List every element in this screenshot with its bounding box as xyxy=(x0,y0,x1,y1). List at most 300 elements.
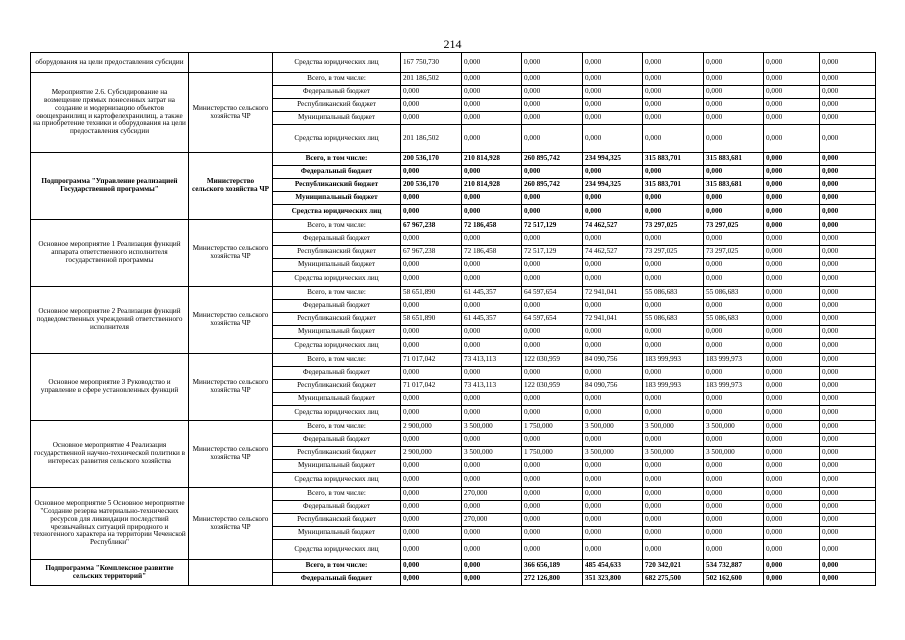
value-cell: 0,000 xyxy=(643,192,704,205)
value-cell: 61 445,357 xyxy=(462,313,522,326)
value-cell: 0,000 xyxy=(704,53,764,73)
value-cell: 0,000 xyxy=(522,259,583,272)
value-cell: 234 994,325 xyxy=(583,153,643,166)
value-cell: 0,000 xyxy=(401,560,462,573)
value-cell: 0,000 xyxy=(462,434,522,447)
event-cell: Подпрограмма "Комплексное развитие сельских территорий" xyxy=(31,560,189,586)
value-cell: 0,000 xyxy=(643,53,704,73)
value-cell: 234 994,325 xyxy=(583,179,643,192)
value-cell: 0,000 xyxy=(522,112,583,125)
value-cell: 0,000 xyxy=(643,99,704,112)
value-cell: 0,000 xyxy=(764,560,820,573)
value-cell: 270,000 xyxy=(462,514,522,527)
value-cell: 366 656,189 xyxy=(522,560,583,573)
value-cell: 0,000 xyxy=(764,205,820,220)
value-cell: 315 883,701 xyxy=(643,153,704,166)
funding-source-cell: Средства юридических лиц xyxy=(273,272,401,287)
value-cell: 0,000 xyxy=(462,166,522,179)
value-cell: 0,000 xyxy=(643,125,704,153)
value-cell: 0,000 xyxy=(764,99,820,112)
value-cell: 167 750,730 xyxy=(401,53,462,73)
value-cell: 0,000 xyxy=(522,192,583,205)
value-cell: 0,000 xyxy=(820,86,876,99)
value-cell: 0,000 xyxy=(462,339,522,354)
value-cell: 0,000 xyxy=(401,339,462,354)
value-cell: 0,000 xyxy=(522,53,583,73)
value-cell: 0,000 xyxy=(764,421,820,434)
value-cell: 0,000 xyxy=(820,501,876,514)
value-cell: 3 500,000 xyxy=(643,421,704,434)
value-cell: 0,000 xyxy=(820,488,876,501)
value-cell: 0,000 xyxy=(820,179,876,192)
value-cell: 0,000 xyxy=(764,488,820,501)
value-cell: 0,000 xyxy=(820,166,876,179)
value-cell: 0,000 xyxy=(820,339,876,354)
funding-source-cell: Средства юридических лиц xyxy=(273,473,401,488)
value-cell: 0,000 xyxy=(643,326,704,339)
value-cell: 0,000 xyxy=(462,112,522,125)
value-cell: 0,000 xyxy=(820,540,876,560)
value-cell: 0,000 xyxy=(820,380,876,393)
value-cell: 0,000 xyxy=(704,166,764,179)
value-cell: 73 297,025 xyxy=(643,220,704,233)
value-cell: 0,000 xyxy=(583,259,643,272)
value-cell: 0,000 xyxy=(704,272,764,287)
value-cell: 0,000 xyxy=(583,233,643,246)
value-cell: 0,000 xyxy=(401,166,462,179)
value-cell: 0,000 xyxy=(522,125,583,153)
value-cell: 0,000 xyxy=(820,153,876,166)
value-cell: 0,000 xyxy=(462,125,522,153)
value-cell: 210 814,928 xyxy=(462,179,522,192)
value-cell: 0,000 xyxy=(820,560,876,573)
event-cell: Основное мероприятие 2 Реализация функций подведомственных учреждений ответственного исполнителя xyxy=(31,287,189,354)
value-cell: 55 086,683 xyxy=(704,287,764,300)
executor-cell: Министерство сельского хозяйства ЧР xyxy=(189,73,273,153)
funding-source-cell: Республиканский бюджет xyxy=(273,514,401,527)
value-cell: 183 999,973 xyxy=(704,380,764,393)
executor-cell: Министерство сельского хозяйства ЧР xyxy=(189,287,273,354)
value-cell: 0,000 xyxy=(820,460,876,473)
value-cell: 0,000 xyxy=(704,99,764,112)
value-cell: 0,000 xyxy=(764,339,820,354)
value-cell: 0,000 xyxy=(820,53,876,73)
value-cell: 0,000 xyxy=(764,380,820,393)
funding-source-cell: Федеральный бюджет xyxy=(273,573,401,586)
value-cell: 0,000 xyxy=(583,540,643,560)
budget-table xyxy=(30,52,876,586)
value-cell: 682 275,500 xyxy=(643,573,704,586)
value-cell: 0,000 xyxy=(462,73,522,86)
value-cell: 0,000 xyxy=(820,205,876,220)
value-cell: 0,000 xyxy=(462,192,522,205)
value-cell: 0,000 xyxy=(820,259,876,272)
value-cell: 0,000 xyxy=(764,125,820,153)
value-cell: 0,000 xyxy=(643,460,704,473)
value-cell: 0,000 xyxy=(704,125,764,153)
value-cell: 0,000 xyxy=(522,339,583,354)
value-cell: 72 517,129 xyxy=(522,220,583,233)
value-cell: 0,000 xyxy=(583,367,643,380)
value-cell: 0,000 xyxy=(462,406,522,421)
value-cell: 0,000 xyxy=(462,573,522,586)
value-cell: 55 086,683 xyxy=(704,313,764,326)
value-cell: 0,000 xyxy=(401,406,462,421)
value-cell: 122 030,959 xyxy=(522,380,583,393)
value-cell: 183 999,993 xyxy=(643,380,704,393)
executor-cell xyxy=(189,53,273,73)
value-cell: 0,000 xyxy=(820,393,876,406)
value-cell: 485 454,633 xyxy=(583,560,643,573)
funding-source-cell: Всего, в том числе: xyxy=(273,153,401,166)
value-cell: 0,000 xyxy=(643,473,704,488)
value-cell: 0,000 xyxy=(704,259,764,272)
value-cell: 0,000 xyxy=(462,367,522,380)
value-cell: 0,000 xyxy=(522,514,583,527)
value-cell: 0,000 xyxy=(764,112,820,125)
funding-source-cell: Федеральный бюджет xyxy=(273,233,401,246)
table-row xyxy=(31,53,876,73)
funding-source-cell: Всего, в том числе: xyxy=(273,421,401,434)
value-cell: 0,000 xyxy=(583,166,643,179)
value-cell: 0,000 xyxy=(643,393,704,406)
value-cell: 58 651,890 xyxy=(401,287,462,300)
value-cell: 0,000 xyxy=(401,300,462,313)
page-number: 214 xyxy=(443,37,462,51)
value-cell: 0,000 xyxy=(643,501,704,514)
value-cell: 0,000 xyxy=(583,300,643,313)
value-cell: 0,000 xyxy=(764,287,820,300)
funding-source-cell: Муниципальный бюджет xyxy=(273,192,401,205)
value-cell: 0,000 xyxy=(820,573,876,586)
value-cell: 3 500,000 xyxy=(704,421,764,434)
budget-table-body xyxy=(31,53,876,586)
value-cell: 72 517,129 xyxy=(522,246,583,259)
value-cell: 0,000 xyxy=(704,434,764,447)
value-cell: 0,000 xyxy=(820,421,876,434)
value-cell: 0,000 xyxy=(764,233,820,246)
value-cell: 0,000 xyxy=(462,300,522,313)
funding-source-cell: Средства юридических лиц xyxy=(273,540,401,560)
value-cell: 0,000 xyxy=(401,86,462,99)
value-cell: 201 186,502 xyxy=(401,73,462,86)
funding-source-cell: Республиканский бюджет xyxy=(273,313,401,326)
value-cell: 502 162,600 xyxy=(704,573,764,586)
funding-source-cell: Средства юридических лиц xyxy=(273,339,401,354)
value-cell: 0,000 xyxy=(764,406,820,421)
table-row xyxy=(31,354,876,367)
value-cell: 270,000 xyxy=(462,488,522,501)
value-cell: 0,000 xyxy=(820,447,876,460)
value-cell: 0,000 xyxy=(462,540,522,560)
value-cell: 0,000 xyxy=(462,86,522,99)
value-cell: 0,000 xyxy=(401,514,462,527)
value-cell: 0,000 xyxy=(820,514,876,527)
value-cell: 0,000 xyxy=(764,300,820,313)
funding-source-cell: Федеральный бюджет xyxy=(273,166,401,179)
value-cell: 0,000 xyxy=(820,434,876,447)
event-cell: Мероприятие 2.6. Субсидирование на возмещение прямых понесенных затрат на создание и модернизацию объектов овощехранилищ и картофелехранилищ, а также на приобретение техники и оборудования на цели предоставления субсидии xyxy=(31,73,189,153)
value-cell: 0,000 xyxy=(401,473,462,488)
value-cell: 0,000 xyxy=(643,205,704,220)
funding-source-cell: Всего, в том числе: xyxy=(273,560,401,573)
value-cell: 0,000 xyxy=(401,326,462,339)
value-cell: 0,000 xyxy=(462,233,522,246)
value-cell: 0,000 xyxy=(764,354,820,367)
funding-source-cell: Республиканский бюджет xyxy=(273,447,401,460)
value-cell: 0,000 xyxy=(583,514,643,527)
value-cell: 183 999,993 xyxy=(643,354,704,367)
value-cell: 315 883,681 xyxy=(704,153,764,166)
executor-cell: Министерство сельского хозяйства ЧР xyxy=(189,421,273,488)
value-cell: 1 750,000 xyxy=(522,447,583,460)
value-cell: 72 941,041 xyxy=(583,287,643,300)
value-cell: 0,000 xyxy=(764,246,820,259)
value-cell: 0,000 xyxy=(643,434,704,447)
value-cell: 71 017,042 xyxy=(401,380,462,393)
value-cell: 0,000 xyxy=(704,460,764,473)
value-cell: 720 342,021 xyxy=(643,560,704,573)
value-cell: 0,000 xyxy=(764,447,820,460)
value-cell: 0,000 xyxy=(401,540,462,560)
funding-source-cell: Муниципальный бюджет xyxy=(273,326,401,339)
value-cell: 0,000 xyxy=(764,434,820,447)
value-cell: 0,000 xyxy=(522,367,583,380)
event-cell: Основное мероприятие 1 Реализация функций аппарата ответственного исполнителя государственной программы xyxy=(31,220,189,287)
event-cell: оборудования на цели предоставления субсидии xyxy=(31,53,189,73)
value-cell: 201 186,502 xyxy=(401,125,462,153)
table-row xyxy=(31,73,876,86)
value-cell: 0,000 xyxy=(820,73,876,86)
funding-source-cell: Муниципальный бюджет xyxy=(273,112,401,125)
value-cell: 122 030,959 xyxy=(522,354,583,367)
value-cell: 0,000 xyxy=(704,501,764,514)
value-cell: 0,000 xyxy=(583,205,643,220)
value-cell: 0,000 xyxy=(462,473,522,488)
value-cell: 0,000 xyxy=(522,166,583,179)
value-cell: 0,000 xyxy=(704,514,764,527)
value-cell: 0,000 xyxy=(764,540,820,560)
value-cell: 0,000 xyxy=(820,300,876,313)
value-cell: 0,000 xyxy=(704,73,764,86)
value-cell: 0,000 xyxy=(522,473,583,488)
value-cell: 0,000 xyxy=(643,406,704,421)
table-row xyxy=(31,560,876,573)
value-cell: 0,000 xyxy=(583,473,643,488)
value-cell: 2 900,000 xyxy=(401,421,462,434)
value-cell: 0,000 xyxy=(643,259,704,272)
value-cell: 0,000 xyxy=(643,166,704,179)
value-cell: 2 900,000 xyxy=(401,447,462,460)
value-cell: 58 651,890 xyxy=(401,313,462,326)
value-cell: 0,000 xyxy=(522,460,583,473)
value-cell: 3 500,000 xyxy=(643,447,704,460)
value-cell: 0,000 xyxy=(583,73,643,86)
table-row xyxy=(31,153,876,166)
value-cell: 0,000 xyxy=(643,514,704,527)
value-cell: 0,000 xyxy=(401,233,462,246)
value-cell: 73 413,113 xyxy=(462,354,522,367)
value-cell: 210 814,928 xyxy=(462,153,522,166)
value-cell: 0,000 xyxy=(401,527,462,540)
value-cell: 3 500,000 xyxy=(462,421,522,434)
value-cell: 0,000 xyxy=(764,259,820,272)
funding-source-cell: Республиканский бюджет xyxy=(273,179,401,192)
value-cell: 351 323,800 xyxy=(583,573,643,586)
value-cell: 72 941,041 xyxy=(583,313,643,326)
funding-source-cell: Муниципальный бюджет xyxy=(273,527,401,540)
value-cell: 0,000 xyxy=(583,527,643,540)
value-cell: 0,000 xyxy=(522,540,583,560)
value-cell: 0,000 xyxy=(764,460,820,473)
value-cell: 3 500,000 xyxy=(583,421,643,434)
funding-source-cell: Федеральный бюджет xyxy=(273,501,401,514)
value-cell: 0,000 xyxy=(820,192,876,205)
value-cell: 0,000 xyxy=(643,540,704,560)
value-cell: 73 297,025 xyxy=(704,246,764,259)
funding-source-cell: Средства юридических лиц xyxy=(273,125,401,153)
value-cell: 0,000 xyxy=(764,153,820,166)
value-cell: 0,000 xyxy=(462,560,522,573)
value-cell: 0,000 xyxy=(820,473,876,488)
value-cell: 0,000 xyxy=(401,272,462,287)
value-cell: 0,000 xyxy=(764,501,820,514)
value-cell: 0,000 xyxy=(704,326,764,339)
value-cell: 0,000 xyxy=(820,125,876,153)
value-cell: 0,000 xyxy=(583,488,643,501)
value-cell: 260 895,742 xyxy=(522,179,583,192)
value-cell: 0,000 xyxy=(764,192,820,205)
value-cell: 0,000 xyxy=(401,192,462,205)
value-cell: 0,000 xyxy=(462,272,522,287)
value-cell: 3 500,000 xyxy=(704,447,764,460)
value-cell: 0,000 xyxy=(401,205,462,220)
value-cell: 72 186,458 xyxy=(462,246,522,259)
value-cell: 0,000 xyxy=(764,326,820,339)
funding-source-cell: Средства юридических лиц xyxy=(273,406,401,421)
value-cell: 0,000 xyxy=(522,205,583,220)
value-cell: 0,000 xyxy=(764,367,820,380)
table-row xyxy=(31,488,876,501)
value-cell: 0,000 xyxy=(764,53,820,73)
value-cell: 0,000 xyxy=(401,460,462,473)
funding-source-cell: Всего, в том числе: xyxy=(273,73,401,86)
value-cell: 0,000 xyxy=(401,573,462,586)
event-cell: Подпрограмма "Управление реализацией Государственной программы" xyxy=(31,153,189,220)
value-cell: 0,000 xyxy=(820,367,876,380)
value-cell: 0,000 xyxy=(643,367,704,380)
value-cell: 0,000 xyxy=(764,573,820,586)
value-cell: 0,000 xyxy=(522,393,583,406)
value-cell: 0,000 xyxy=(820,406,876,421)
value-cell: 0,000 xyxy=(643,73,704,86)
value-cell: 0,000 xyxy=(643,112,704,125)
value-cell: 200 536,170 xyxy=(401,179,462,192)
value-cell: 84 090,756 xyxy=(583,380,643,393)
value-cell: 0,000 xyxy=(462,205,522,220)
funding-source-cell: Федеральный бюджет xyxy=(273,367,401,380)
value-cell: 0,000 xyxy=(704,86,764,99)
value-cell: 0,000 xyxy=(462,393,522,406)
value-cell: 0,000 xyxy=(522,300,583,313)
executor-cell xyxy=(189,560,273,586)
value-cell: 0,000 xyxy=(583,434,643,447)
value-cell: 0,000 xyxy=(522,272,583,287)
value-cell: 0,000 xyxy=(643,233,704,246)
value-cell: 0,000 xyxy=(764,514,820,527)
value-cell: 0,000 xyxy=(401,367,462,380)
value-cell: 0,000 xyxy=(401,259,462,272)
value-cell: 0,000 xyxy=(704,339,764,354)
value-cell: 0,000 xyxy=(704,540,764,560)
event-cell: Основное мероприятие 3 Руководство и управление в сфере установленных функций xyxy=(31,354,189,421)
value-cell: 0,000 xyxy=(764,393,820,406)
funding-source-cell: Всего, в том числе: xyxy=(273,287,401,300)
value-cell: 0,000 xyxy=(462,501,522,514)
value-cell: 0,000 xyxy=(462,99,522,112)
value-cell: 0,000 xyxy=(583,125,643,153)
value-cell: 0,000 xyxy=(704,367,764,380)
funding-source-cell: Республиканский бюджет xyxy=(273,380,401,393)
value-cell: 0,000 xyxy=(401,501,462,514)
funding-source-cell: Республиканский бюджет xyxy=(273,99,401,112)
value-cell: 260 895,742 xyxy=(522,153,583,166)
value-cell: 0,000 xyxy=(764,86,820,99)
value-cell: 0,000 xyxy=(764,179,820,192)
value-cell: 74 462,527 xyxy=(583,220,643,233)
value-cell: 0,000 xyxy=(643,339,704,354)
value-cell: 315 883,681 xyxy=(704,179,764,192)
value-cell: 0,000 xyxy=(820,313,876,326)
funding-source-cell: Средства юридических лиц xyxy=(273,53,401,73)
value-cell: 0,000 xyxy=(704,205,764,220)
value-cell: 0,000 xyxy=(820,112,876,125)
value-cell: 72 186,458 xyxy=(462,220,522,233)
value-cell: 67 967,238 xyxy=(401,220,462,233)
funding-source-cell: Муниципальный бюджет xyxy=(273,460,401,473)
value-cell: 0,000 xyxy=(820,272,876,287)
funding-source-cell: Республиканский бюджет xyxy=(273,246,401,259)
value-cell: 0,000 xyxy=(583,393,643,406)
value-cell: 0,000 xyxy=(583,86,643,99)
value-cell: 0,000 xyxy=(522,434,583,447)
value-cell: 0,000 xyxy=(583,501,643,514)
value-cell: 183 999,973 xyxy=(704,354,764,367)
value-cell: 0,000 xyxy=(704,192,764,205)
value-cell: 0,000 xyxy=(820,354,876,367)
value-cell: 0,000 xyxy=(401,393,462,406)
value-cell: 0,000 xyxy=(522,501,583,514)
value-cell: 61 445,357 xyxy=(462,287,522,300)
funding-source-cell: Муниципальный бюджет xyxy=(273,393,401,406)
value-cell: 0,000 xyxy=(583,99,643,112)
funding-source-cell: Всего, в том числе: xyxy=(273,220,401,233)
event-cell: Основное мероприятие 4 Реализация государственной научно-технической политики в интересах развития сельского хозяйства xyxy=(31,421,189,488)
value-cell: 0,000 xyxy=(704,488,764,501)
value-cell: 3 500,000 xyxy=(462,447,522,460)
executor-cell: Министерство сельского хозяйства ЧР xyxy=(189,153,273,220)
value-cell: 0,000 xyxy=(704,112,764,125)
value-cell: 84 090,756 xyxy=(583,354,643,367)
value-cell: 0,000 xyxy=(764,272,820,287)
value-cell: 0,000 xyxy=(462,326,522,339)
funding-source-cell: Муниципальный бюджет xyxy=(273,259,401,272)
executor-cell: Министерство сельского хозяйства ЧР xyxy=(189,220,273,287)
value-cell: 0,000 xyxy=(462,259,522,272)
value-cell: 3 500,000 xyxy=(583,447,643,460)
value-cell: 0,000 xyxy=(583,406,643,421)
value-cell: 0,000 xyxy=(522,527,583,540)
